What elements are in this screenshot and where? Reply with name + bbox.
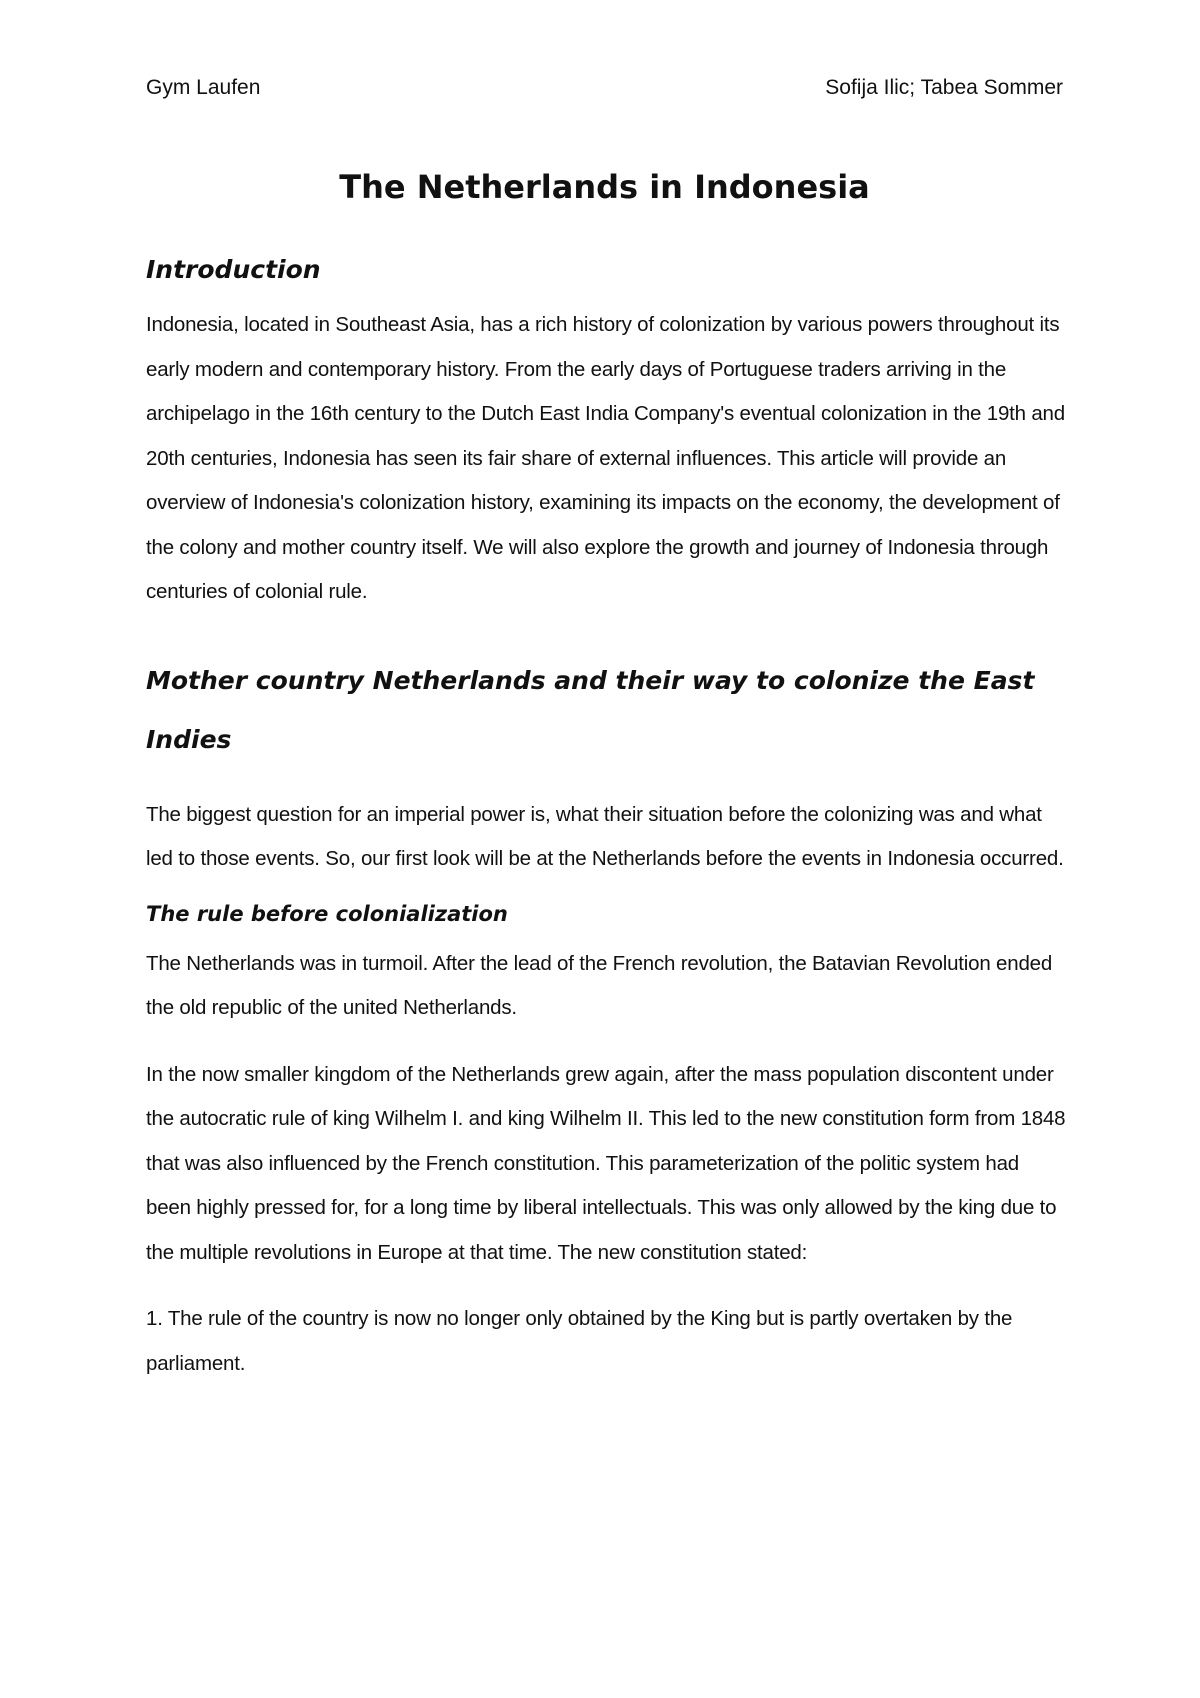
rule-before-paragraph-2: In the now smaller kingdom of the Netherlands grew again, after the mass population discontent under the autocratic rule of king Wilhelm I. and king Wilhelm II. This led to the new constitution form from 1848 that was also influenced by the French constitution. This parameterization of the politic system had been highly pressed for, for a long time by liberal intellectuals. This was only allowed by the king due to the multiple revolutions in Europe at that time. The new constitution stated: xyxy=(146,1062,1066,1264)
mother-country-paragraph: The biggest question for an imperial power is, what their situation before the colonizing was and what led to those events. So, our first look will be at the Netherlands before the events in Indonesia occurred. xyxy=(146,802,1064,870)
section-heading-mother-country: Mother country Netherlands and their way to colonize the East Indies xyxy=(146,665,1035,754)
subsection-heading-rule-before: The rule before colonialization xyxy=(146,901,508,926)
constitution-list-item-1: 1. The rule of the country is now no longer only obtained by the King but is partly overtaken by the parliament. xyxy=(146,1307,1013,1375)
document-body xyxy=(146,240,1066,1386)
introduction-paragraph: Indonesia, located in Southeast Asia, has a rich history of colonization by various powers throughout its early modern and contemporary history. From the early days of Portuguese traders arriving in the archipelago in the 16th century to the Dutch East India Company's eventual colonization in the 19th and 20th centuries, Indonesia has seen its fair share of external influences. This article will provide an overview of Indonesia's colonization history, examining its impacts on the economy, the development of the colony and mother country itself. We will also explore the growth and journey of Indonesia through centuries of colonial rule. xyxy=(146,313,1065,603)
header-authors: Sofija Ilic; Tabea Sommer xyxy=(825,76,1063,99)
header-school-name: Gym Laufen xyxy=(146,76,261,99)
rule-before-paragraph-1: The Netherlands was in turmoil. After the lead of the French revolution, the Batavian Revolution ended the old republic of the united Netherlands. xyxy=(146,951,1053,1019)
document-title: The Netherlands in Indonesia xyxy=(339,168,870,206)
section-heading-introduction: Introduction xyxy=(146,255,321,284)
